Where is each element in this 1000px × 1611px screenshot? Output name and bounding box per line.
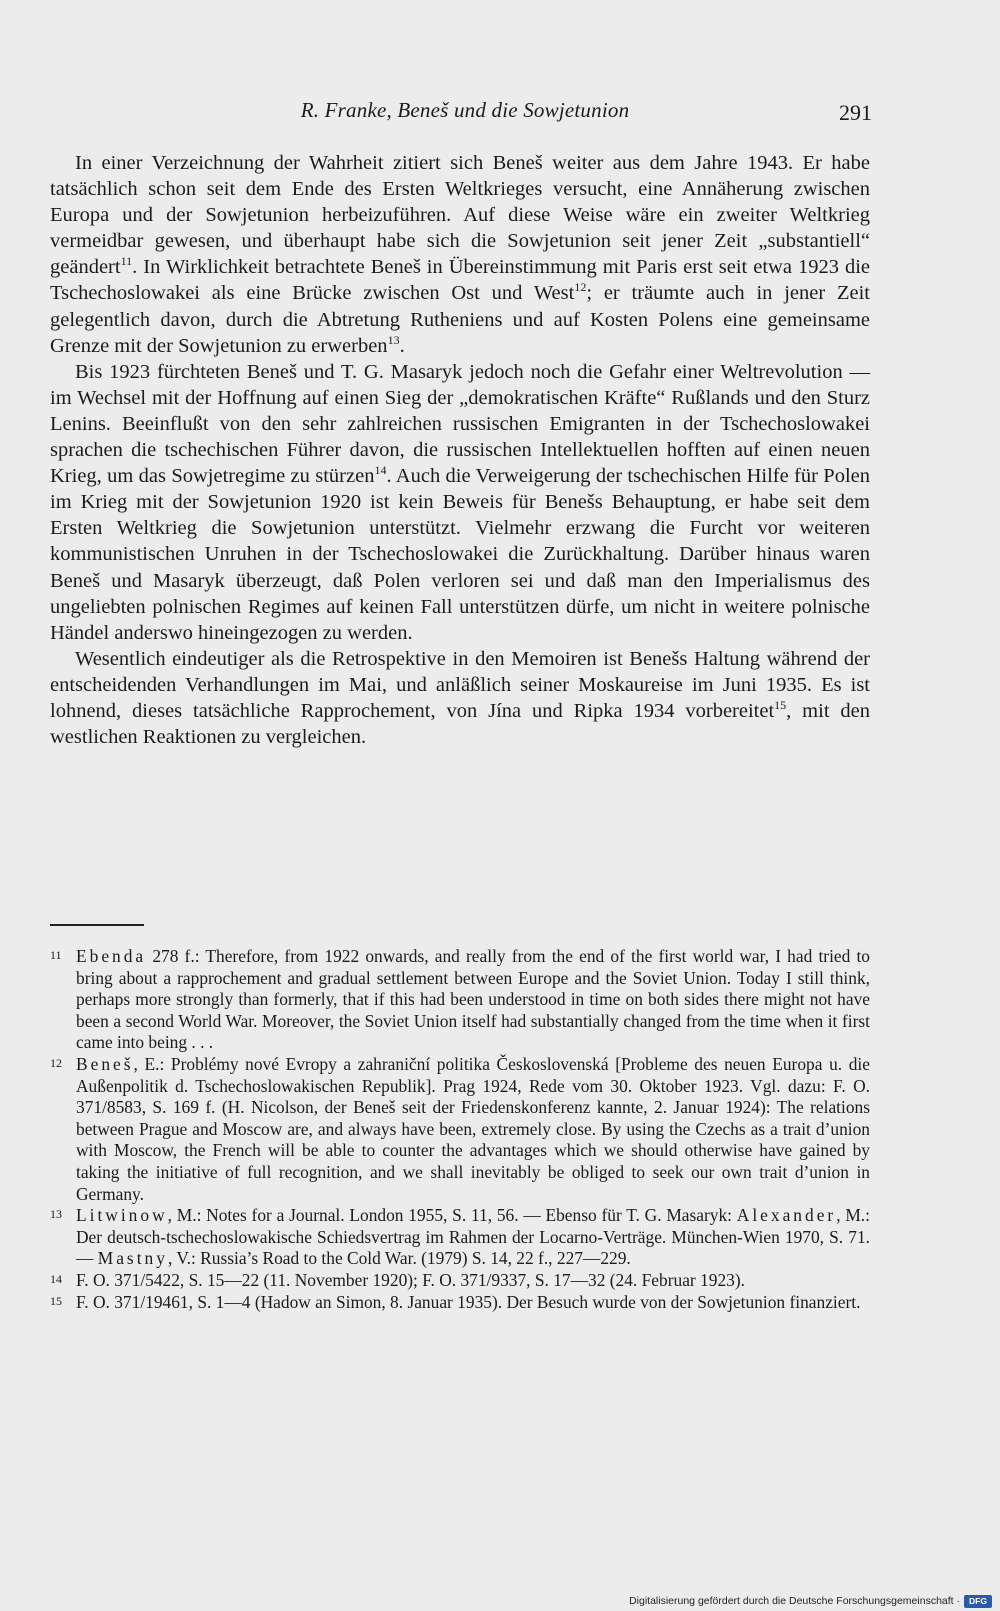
running-title: R. Franke, Beneš und die Sowjetunion <box>300 98 630 122</box>
running-head <box>0 98 1000 128</box>
footnote-11 <box>50 946 870 1054</box>
footnote-text: , V.: Russia’s Road to the Cold War. (1979) S. 14, 22 f., 227—229. <box>167 1248 631 1269</box>
paragraph <box>50 646 870 750</box>
footnote-13 <box>50 1205 870 1270</box>
footnote-12 <box>50 1054 870 1205</box>
text: In einer Verzeichnung der Wahrheit zitiert sich Beneš weiter aus dem Jahre 1943. Er habe tatsächlich schon seit dem Ende des Ersten Weltkrieges versucht, eine Annäherung zwischen Europa und der Sowjetunion herbeizuführen. Auf diese Weise wäre ein zweiter Weltkrieg vermeidbar gewesen, und überhaupt habe sich die Sowjetunion seit jener Zeit „substantiell“ geändert <box>50 152 870 279</box>
dfg-logo-icon: DFG <box>964 1595 992 1608</box>
footnote-text: 278 f.: Therefore, from 1922 onwards, and really from the end of the first world war, I had tried to bring about a rapprochement and gradual settlement between Europe and the Soviet Union. Today I still think, perhaps more strongly than formerly, that if this had been understood in time on both sides there might not have been a second World War. Moreover, the Soviet Union itself had substantially changed from the time when it first came into being . . . <box>76 946 870 1053</box>
footnote-number: 14 <box>50 1271 62 1286</box>
text: ; er träumte auch in jener Zeit gelegentlich davon, durch die Abtretung Rutheniens und auf Kosten Polens eine gemeinsame Grenze mit der Sowjetunion zu erwerben <box>50 282 870 357</box>
footnote-author: Alexander <box>736 1205 837 1226</box>
footnote-text: F. O. 371/5422, S. 15—22 (11. November 1920); F. O. 371/9337, S. 17—32 (24. Februar 1923). <box>76 1269 745 1290</box>
footnote-text: , M.: Notes for a Journal. London 1955, S. 11, 56. — Ebenso für T. G. Masaryk: <box>167 1205 737 1226</box>
footnote-ref: 15 <box>774 698 787 713</box>
credit-text: Digitalisierung gefördert durch die Deutsche Forschungsgemeinschaft · <box>629 1595 960 1607</box>
footnote-ref: 14 <box>374 463 387 478</box>
text: . In Wirklichkeit betrachtete Beneš in Übereinstimmung mit Paris erst seit etwa 1923 die Tschechoslowakei als eine Brücke zwischen Ost und West <box>50 256 870 305</box>
footnote-ref: 11 <box>120 254 133 269</box>
digitization-credit <box>629 1593 992 1609</box>
footnote-number: 12 <box>50 1055 62 1070</box>
footnote-author: Ebenda <box>76 946 147 966</box>
footnote-text: , M.: Der deutsch-tschechoslowakische Schiedsvertrag im Rahmen der Locarno-Verträge. München-Wien 1970, S. 71. — <box>76 1205 870 1269</box>
footnote-divider <box>50 924 144 926</box>
body-text <box>50 150 870 750</box>
footnote-number: 15 <box>50 1293 62 1308</box>
footnote-number: 11 <box>50 948 62 962</box>
footnote-text: F. O. 371/19461, S. 1—4 (Hadow an Simon, 8. Januar 1935). Der Besuch wurde von der Sowjetunion finanziert. <box>76 1291 861 1312</box>
text: , mit den westlichen Reaktionen zu vergleichen. <box>50 699 870 749</box>
page-number: 291 <box>839 100 872 125</box>
footnote-15 <box>50 1292 870 1314</box>
paragraph <box>50 359 870 646</box>
text: Bis 1923 fürchteten Beneš und T. G. Masaryk jedoch noch die Gefahr einer Weltrevolution — im Wechsel mit der Hoffnung auf einen Sieg der „demokratischen Kräfte“ Rußlands und den Sturz Lenins. Beeinflußt von den sehr zahlreichen russischen Emigranten in der Tschechoslowakei sprachen die tschechischen Führer davon, die russischen Intellektuellen hofften auf einen neuen Krieg, um das Sowjetregime zu stürzen <box>50 360 870 488</box>
footnote-14 <box>50 1270 870 1292</box>
paragraph <box>50 150 870 359</box>
footnote-text: , E.: Problémy nové Evropy a zahraniční politika Československá [Probleme des neuen Europa u. die Außenpolitik d. Tschechoslowakischen Republik]. Prag 1924, Rede vom 30. Oktober 1923. Vgl. dazu: F. O. 371/8583, S. 169 f. (H. Nicolson, der Beneš seit der Friedenskonferenz kannte, 2. Januar 1924): The relations between Prague and Moscow are, and always have been, extremely close. By using the Czechs as a trait d’union with Moscow, the French will be able to counter the advantages which we should otherwise have gained by taking the initiative of full recognition, and we shall inevitably be obliged to seek our own trait d’union in Germany. <box>76 1053 870 1204</box>
footnotes <box>50 946 870 1313</box>
footnote-author: Mastny <box>97 1248 168 1269</box>
text: Wesentlich eindeutiger als die Retrospektive in den Memoiren ist Benešs Haltung während der entscheidenden Verhandlungen im Mai, und anläßlich seiner Moskaureise im Juni 1935. Es ist lohnend, dieses tatsächliche Rapprochement, von Jína und Ripka 1934 vorbereitet <box>50 647 870 722</box>
footnote-author: Litwinow <box>76 1205 168 1226</box>
footnote-ref: 12 <box>574 280 587 295</box>
footnote-author: Beneš <box>76 1053 134 1074</box>
text: . <box>399 334 405 357</box>
text: . Auch die Verweigerung der tschechischen Hilfe für Polen im Krieg mit der Sowjetunion 1920 ist kein Beweis für Benešs Behauptung, er habe seit dem Ersten Weltkrieg die Sowjetunion unterstützt. Vielmehr erzwang die Furcht vor weiteren kommunistischen Unruhen in der Tschechoslowakei die Zurückhaltung. Darüber hinaus waren Beneš und Masaryk überzeugt, daß Polen verloren sei und daß man den Imperialismus des ungeliebten polnischen Regimes auf keinen Fall unterstützen dürfe, um nicht in weitere polnische Händel anderswo hineingezogen zu werden. <box>50 465 870 644</box>
footnote-ref: 13 <box>387 332 400 347</box>
footnote-number: 13 <box>50 1207 62 1222</box>
